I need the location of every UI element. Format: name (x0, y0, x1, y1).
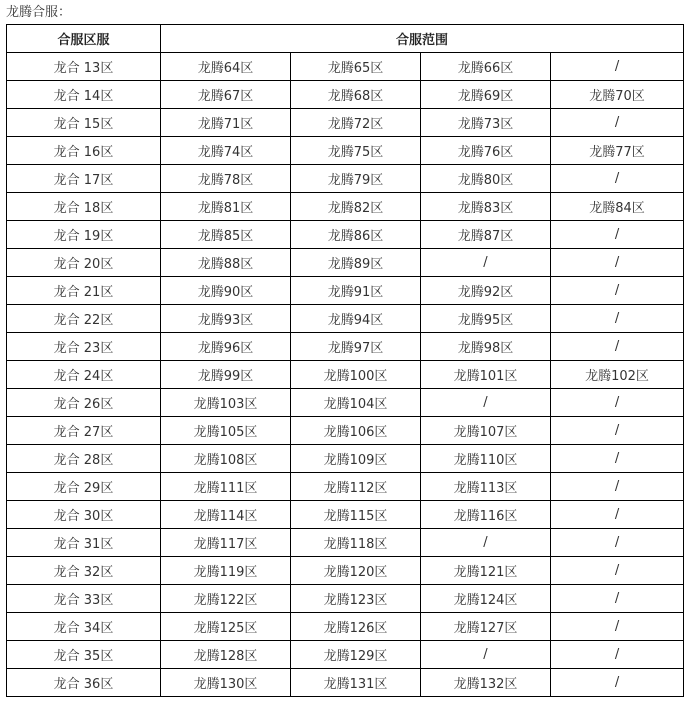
source-server-cell: 龙腾70区 (551, 81, 684, 109)
merged-zone-cell: 龙合 23区 (7, 333, 161, 361)
source-server-cell: 龙腾83区 (421, 193, 551, 221)
source-server-cell: 龙腾88区 (161, 249, 291, 277)
table-row (7, 165, 684, 193)
table-row (7, 557, 684, 585)
source-server-cell: 龙腾86区 (291, 221, 421, 249)
source-server-cell: 龙腾92区 (421, 277, 551, 305)
table-row (7, 333, 684, 361)
source-server-cell: 龙腾124区 (421, 585, 551, 613)
source-server-cell: 龙腾110区 (421, 445, 551, 473)
source-server-cell: / (551, 249, 684, 277)
source-server-cell: 龙腾69区 (421, 81, 551, 109)
source-server-cell: / (551, 501, 684, 529)
table-row (7, 361, 684, 389)
source-server-cell: / (551, 529, 684, 557)
merged-zone-cell: 龙合 34区 (7, 613, 161, 641)
source-server-cell: 龙腾94区 (291, 305, 421, 333)
table-row (7, 277, 684, 305)
header-merge-range: 合服范围 (161, 25, 684, 53)
source-server-cell: 龙腾129区 (291, 641, 421, 669)
source-server-cell: 龙腾98区 (421, 333, 551, 361)
table-row (7, 221, 684, 249)
source-server-cell: 龙腾121区 (421, 557, 551, 585)
table-row (7, 529, 684, 557)
source-server-cell: 龙腾104区 (291, 389, 421, 417)
source-server-cell: / (551, 305, 684, 333)
source-server-cell: / (551, 669, 684, 697)
source-server-cell: 龙腾117区 (161, 529, 291, 557)
table-row (7, 445, 684, 473)
source-server-cell: 龙腾106区 (291, 417, 421, 445)
source-server-cell: 龙腾85区 (161, 221, 291, 249)
source-server-cell: 龙腾95区 (421, 305, 551, 333)
source-server-cell: / (551, 613, 684, 641)
source-server-cell: 龙腾67区 (161, 81, 291, 109)
merged-zone-cell: 龙合 16区 (7, 137, 161, 165)
source-server-cell: 龙腾130区 (161, 669, 291, 697)
table-row (7, 417, 684, 445)
table-row (7, 53, 684, 81)
merged-zone-cell: 龙合 31区 (7, 529, 161, 557)
source-server-cell: 龙腾81区 (161, 193, 291, 221)
source-server-cell: / (551, 389, 684, 417)
source-server-cell: 龙腾71区 (161, 109, 291, 137)
merged-zone-cell: 龙合 20区 (7, 249, 161, 277)
merged-zone-cell: 龙合 18区 (7, 193, 161, 221)
source-server-cell: 龙腾90区 (161, 277, 291, 305)
source-server-cell: 龙腾105区 (161, 417, 291, 445)
table-row (7, 81, 684, 109)
source-server-cell: 龙腾112区 (291, 473, 421, 501)
source-server-cell: 龙腾101区 (421, 361, 551, 389)
table-header-row (7, 25, 684, 53)
header-merged-zone: 合服区服 (7, 25, 161, 53)
source-server-cell: 龙腾93区 (161, 305, 291, 333)
table-row (7, 585, 684, 613)
merged-zone-cell: 龙合 28区 (7, 445, 161, 473)
page-caption: 龙腾合服： (6, 5, 72, 20)
source-server-cell: / (551, 221, 684, 249)
source-server-cell: 龙腾126区 (291, 613, 421, 641)
source-server-cell: / (551, 557, 684, 585)
server-merge-table (6, 24, 684, 697)
source-server-cell: 龙腾132区 (421, 669, 551, 697)
source-server-cell: / (421, 389, 551, 417)
merged-zone-cell: 龙合 30区 (7, 501, 161, 529)
source-server-cell: / (551, 53, 684, 81)
source-server-cell: 龙腾108区 (161, 445, 291, 473)
source-server-cell: / (551, 445, 684, 473)
merged-zone-cell: 龙合 21区 (7, 277, 161, 305)
merged-zone-cell: 龙合 22区 (7, 305, 161, 333)
source-server-cell: 龙腾65区 (291, 53, 421, 81)
table-row (7, 193, 684, 221)
source-server-cell: / (421, 249, 551, 277)
table-row (7, 305, 684, 333)
source-server-cell: / (421, 529, 551, 557)
source-server-cell: 龙腾127区 (421, 613, 551, 641)
source-server-cell: 龙腾119区 (161, 557, 291, 585)
source-server-cell: 龙腾76区 (421, 137, 551, 165)
source-server-cell: 龙腾73区 (421, 109, 551, 137)
source-server-cell: 龙腾122区 (161, 585, 291, 613)
source-server-cell: 龙腾123区 (291, 585, 421, 613)
source-server-cell: / (551, 585, 684, 613)
merged-zone-cell: 龙合 35区 (7, 641, 161, 669)
merged-zone-cell: 龙合 15区 (7, 109, 161, 137)
source-server-cell: 龙腾89区 (291, 249, 421, 277)
merged-zone-cell: 龙合 14区 (7, 81, 161, 109)
source-server-cell: 龙腾75区 (291, 137, 421, 165)
source-server-cell: / (551, 417, 684, 445)
merged-zone-cell: 龙合 17区 (7, 165, 161, 193)
table-row (7, 473, 684, 501)
source-server-cell: 龙腾66区 (421, 53, 551, 81)
merged-zone-cell: 龙合 24区 (7, 361, 161, 389)
source-server-cell: / (551, 277, 684, 305)
source-server-cell: 龙腾80区 (421, 165, 551, 193)
source-server-cell: 龙腾74区 (161, 137, 291, 165)
source-server-cell: 龙腾78区 (161, 165, 291, 193)
merged-zone-cell: 龙合 36区 (7, 669, 161, 697)
source-server-cell: 龙腾103区 (161, 389, 291, 417)
merged-zone-cell: 龙合 19区 (7, 221, 161, 249)
merged-zone-cell: 龙合 29区 (7, 473, 161, 501)
source-server-cell: 龙腾120区 (291, 557, 421, 585)
source-server-cell: 龙腾84区 (551, 193, 684, 221)
merged-zone-cell: 龙合 26区 (7, 389, 161, 417)
source-server-cell: / (551, 109, 684, 137)
merged-zone-cell: 龙合 13区 (7, 53, 161, 81)
source-server-cell: 龙腾107区 (421, 417, 551, 445)
source-server-cell: / (551, 641, 684, 669)
source-server-cell: / (551, 165, 684, 193)
source-server-cell: 龙腾109区 (291, 445, 421, 473)
source-server-cell: 龙腾82区 (291, 193, 421, 221)
source-server-cell: 龙腾125区 (161, 613, 291, 641)
source-server-cell: 龙腾128区 (161, 641, 291, 669)
table-row (7, 669, 684, 697)
source-server-cell: 龙腾115区 (291, 501, 421, 529)
source-server-cell: 龙腾96区 (161, 333, 291, 361)
source-server-cell: 龙腾111区 (161, 473, 291, 501)
source-server-cell: / (421, 641, 551, 669)
source-server-cell: 龙腾64区 (161, 53, 291, 81)
table-row (7, 641, 684, 669)
source-server-cell: 龙腾99区 (161, 361, 291, 389)
source-server-cell: 龙腾77区 (551, 137, 684, 165)
table-row (7, 109, 684, 137)
source-server-cell: 龙腾131区 (291, 669, 421, 697)
source-server-cell: 龙腾118区 (291, 529, 421, 557)
table-row (7, 613, 684, 641)
table-body (7, 53, 684, 697)
source-server-cell: 龙腾68区 (291, 81, 421, 109)
merged-zone-cell: 龙合 33区 (7, 585, 161, 613)
source-server-cell: 龙腾72区 (291, 109, 421, 137)
table-row (7, 389, 684, 417)
source-server-cell: 龙腾91区 (291, 277, 421, 305)
source-server-cell: 龙腾113区 (421, 473, 551, 501)
source-server-cell: 龙腾114区 (161, 501, 291, 529)
table-row (7, 249, 684, 277)
merged-zone-cell: 龙合 27区 (7, 417, 161, 445)
merged-zone-cell: 龙合 32区 (7, 557, 161, 585)
source-server-cell: 龙腾79区 (291, 165, 421, 193)
source-server-cell: 龙腾100区 (291, 361, 421, 389)
source-server-cell: 龙腾116区 (421, 501, 551, 529)
source-server-cell: / (551, 473, 684, 501)
source-server-cell: / (551, 333, 684, 361)
table-row (7, 137, 684, 165)
source-server-cell: 龙腾97区 (291, 333, 421, 361)
table-row (7, 501, 684, 529)
source-server-cell: 龙腾87区 (421, 221, 551, 249)
source-server-cell: 龙腾102区 (551, 361, 684, 389)
